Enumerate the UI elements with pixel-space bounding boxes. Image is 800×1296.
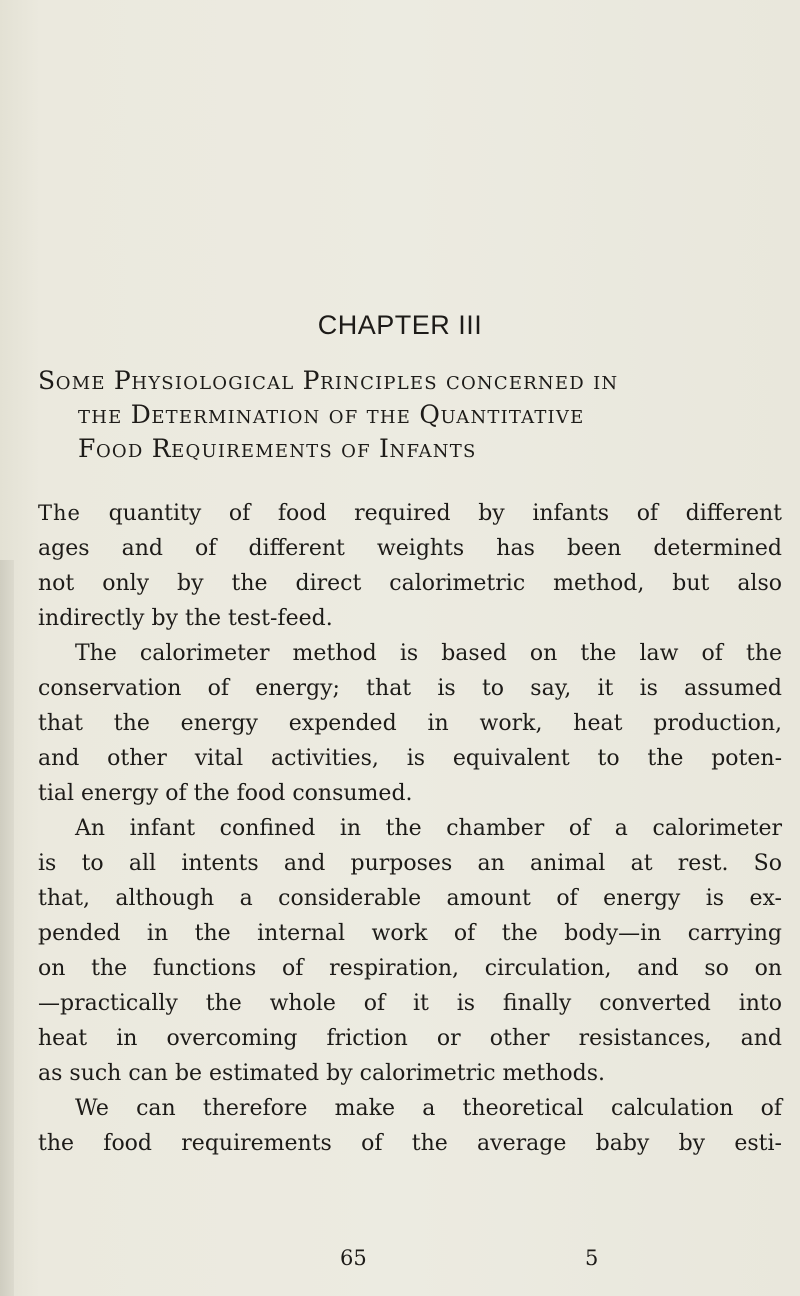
text-line: and other vital activities, is equivalent to the poten-	[38, 746, 782, 771]
first-word: The	[38, 501, 81, 525]
signature-mark: 5	[585, 1246, 599, 1270]
chapter-heading-line-3: FOOD REQUIREMENTS OF INFANTS	[78, 434, 477, 463]
text-line: that the energy expended in work, heat production,	[38, 711, 782, 736]
page-footer	[340, 1246, 640, 1276]
text-line: The quantity of food required by infants of different	[38, 501, 782, 526]
text-line: not only by the direct calorimetric method, but also	[38, 571, 782, 596]
chapter-title: CHAPTER III	[317, 310, 483, 340]
text-line: indirectly by the test-feed.	[38, 606, 333, 631]
chapter-heading-line-2: THE DETERMINATION OF THE QUANTITATIVE	[78, 400, 585, 429]
page-number: 65	[340, 1246, 367, 1270]
text-line: An infant confined in the chamber of a calorimeter	[75, 816, 782, 841]
text-line: as such can be estimated by calorimetric methods.	[38, 1061, 606, 1086]
text-line: that, although a considerable amount of energy is ex-	[38, 886, 782, 911]
text-line: pended in the internal work of the body—in carrying	[38, 921, 782, 946]
text-line: conservation of energy; that is to say, it is assumed	[38, 676, 782, 701]
text-line: We can therefore make a theoretical calculation of	[75, 1096, 782, 1121]
text-line: is to all intents and purposes an animal at rest. So	[38, 851, 782, 876]
text-line: on the functions of respiration, circulation, and so on	[38, 956, 782, 981]
text-line: tial energy of the food consumed.	[38, 781, 413, 806]
body-text	[38, 496, 782, 1161]
text-line: The calorimeter method is based on the law of the	[75, 641, 782, 666]
text-line: ages and of different weights has been determined	[38, 536, 782, 561]
text-line: the food requirements of the average baby by esti-	[38, 1131, 782, 1156]
text-line: —practically the whole of it is finally converted into	[38, 991, 782, 1016]
text-line: heat in overcoming friction or other resistances, and	[38, 1026, 782, 1051]
chapter-heading-line-1: SOME PHYSIOLOGICAL PRINCIPLES CONCERNED IN	[38, 366, 619, 395]
binding-edge	[0, 560, 14, 1296]
